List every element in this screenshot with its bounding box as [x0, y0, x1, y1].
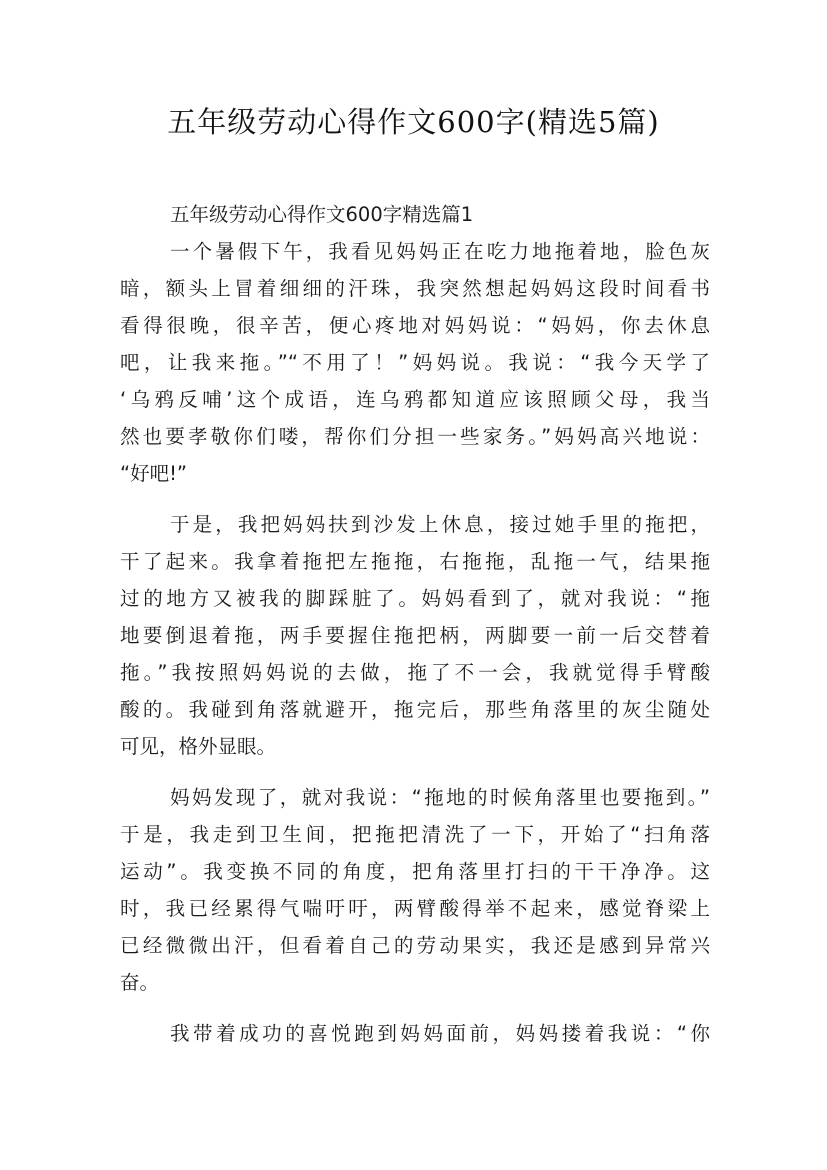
- paragraph-1-line-6: 然也要孝敬你们喽，帮你们分担一些家务。”妈妈高兴地说：: [120, 425, 710, 448]
- paragraph-3-line-4: 时，我已经累得气喘吁吁，两臂酸得举不起来，感觉脊梁上: [120, 897, 710, 920]
- paragraph-1-line-7: “好吧!”: [120, 462, 188, 485]
- paragraph-3-line-3: 运动”。我变换不同的角度，把角落里打扫的干干净净。这: [120, 860, 710, 883]
- paragraph-4-line-1: 我带着成功的喜悦跑到妈妈面前，妈妈搂着我说：“你: [170, 1022, 710, 1045]
- paragraph-1-line-5: ‘乌鸦反哺’这个成语，连乌鸦都知道应该照顾父母，我当: [120, 388, 710, 411]
- paragraph-3-line-1: 妈妈发现了，就对我说：“拖地的时候角落里也要拖到。”: [170, 786, 710, 809]
- paragraph-2-line-2: 干了起来。我拿着拖把左拖拖，右拖拖，乱拖一气，结果拖: [120, 550, 710, 573]
- paragraph-1-line-4: 吧，让我来拖。”“不用了！”妈妈说。我说：“我今天学了: [120, 351, 710, 374]
- paragraph-2-line-7: 可见，格外显眼。: [120, 735, 277, 758]
- paragraph-2-line-3: 过的地方又被我的脚踩脏了。妈妈看到了，就对我说：“拖: [120, 587, 710, 610]
- paragraph-3-line-6: 奋。: [120, 971, 160, 994]
- paragraph-2-line-1: 于是，我把妈妈扶到沙发上休息，接过她手里的拖把，: [170, 513, 710, 536]
- paragraph-3-line-5: 已经微微出汗，但看着自己的劳动果实，我还是感到异常兴: [120, 934, 710, 957]
- document-title: 五年级劳动心得作文600字(精选5篇): [167, 105, 660, 139]
- paragraph-3-line-2: 于是，我走到卫生间，把拖把清洗了一下，开始了“扫角落: [120, 823, 710, 846]
- section-heading: 五年级劳动心得作文600字精选篇1: [170, 203, 474, 226]
- paragraph-2-line-4: 地要倒退着拖，两手要握住拖把柄，两脚要一前一后交替着: [120, 624, 710, 647]
- paragraph-1-line-2: 暗，额头上冒着细细的汗珠，我突然想起妈妈这段时间看书: [120, 277, 710, 300]
- paragraph-1-line-3: 看得很晚，很辛苦，便心疼地对妈妈说：“妈妈，你去休息: [120, 314, 710, 337]
- paragraph-2-line-6: 酸的。我碰到角落就避开，拖完后，那些角落里的灰尘随处: [120, 698, 710, 721]
- paragraph-2-line-5: 拖。”我按照妈妈说的去做，拖了不一会，我就觉得手臂酸: [120, 661, 710, 684]
- paragraph-1-line-1: 一个暑假下午，我看见妈妈正在吃力地拖着地，脸色灰: [170, 240, 710, 263]
